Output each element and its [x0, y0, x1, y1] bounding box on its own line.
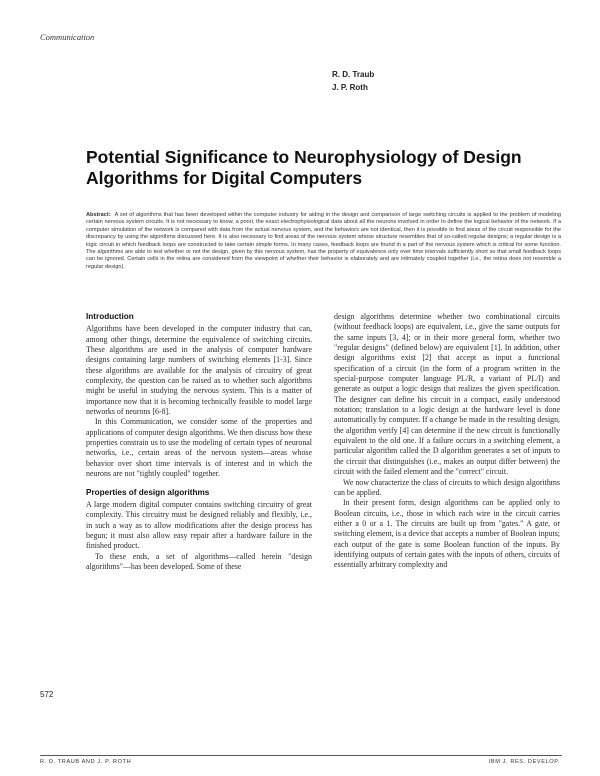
abstract [86, 212, 561, 271]
section-heading-properties: Properties of design algorithms [86, 487, 210, 497]
body-paragraph: In this Communication, we consider some of the properties and applications of computer design algorithms. We then discuss how these properties constrain us to use the modeling of certain types of neuronal networks, i.e., certain areas of the nervous system—areas whose behavior over short time intervals is of interest and in which the neurons are not "tightly coupled" together. [86, 417, 312, 479]
running-header-section: Communication [40, 32, 95, 42]
abstract-text: A set of algorithms that has been developed within the computer industry for aiding in the design and comparison of large switching circuits is applied to the problem of modeling certain nervous system circuits. It is not necessary to know, a priori, the exact electrophysiological data about all the neurons involved in order to define the logical behavior of the network. If a computer simulation of the network is compared with data from the actual nervous system, and the behaviors are not identical, then it is possible to find areas of the circuit responsible for the discrepancy by using the algorithms discussed here. It is also necessary to find areas of the nervous system whose structure resembles that of so-called regular designs; a regular design is a logic circuit in which feedback loops are constructed to take certain simple forms. In many cases, feedback loops are found in a part of the nervous system which is critical for some function. The algorithms are able to test whether or not the design, given by this nervous system, has the property of equivalence only over time intervals sufficiently short so that small feedback loops can be ignored. Certain cells in the retina are considered from the viewpoint of whether their behavior is elaborately and are intimately coupled together (i.e., the retina does not resemble a regular design). [86, 212, 561, 270]
author-name: J. P. Roth [332, 83, 368, 92]
body-paragraph: design algorithms determine whether two combinational circuits (without feedback loops) are equivalent, i.e., give the same outputs for the same inputs [3, 4]; or in their more general form, whether two "regular designs" (defined below) are equivalent [1]. In addition, other design algorithms exist [2] that accept as input a functional specification of a circuit (in the form of a program written in the special-purpose computer language PL/R, a variant of PL/I) and generate as output a logic design that realizes the given specification. The designer can define his circuit in a compact, easily understood notation; translation to a logic design at the hardware level is done automatically by computer. If a change be made in the resulting design, the algorithm verify [4] can determine if the new circuit is functionally equivalent to the old one. If a failure occurs in a switching element, a particular algorithm called the D algorithm generates a set of inputs to the circuit that distinguishes (i.e., makes an output differ between) the circuit with the failed element and the "correct" circuit. [334, 312, 560, 477]
footer-divider [40, 755, 562, 756]
body-paragraph: To these ends, a set of algorithms—called herein "design algorithms"—has been developed. Some of these [86, 551, 312, 571]
page-number: 572 [40, 690, 54, 699]
abstract-label: Abstract: [86, 212, 111, 218]
right-column [334, 312, 560, 571]
author-name: R. D. Traub [332, 70, 375, 79]
paper-title: Potential Significance to Neurophysiology of Design Algorithms for Digital Computers [86, 147, 522, 188]
body-paragraph: We now characterize the class of circuits to which design algorithms can be applied. [334, 477, 560, 497]
body-paragraph: Algorithms have been developed in the computer industry that can, among other things, determine the equivalence of switching circuits. These algorithms are used in the analysis of computer hardware designs containing large numbers of switching elements [1-3]. Since these algorithms are available for the analysis of circuitry of great complexity, the question can be raised as to whether such algorithms might be useful in studying the nervous system. This is a matter of importance now that it is becoming technically feasible to model large networks of neurons [6-8]. [86, 324, 312, 417]
body-paragraph: A large modern digital computer contains switching circuitry of great complexity. This circuitry must be designed reliably and flexibly, i.e., in such a way as to allow modifications after the design process has begun; it must also allow easy repair after a hardware failure in the finished product. [86, 499, 312, 551]
left-column [86, 312, 312, 572]
footer-journal: IBM J. RES. DEVELOP. [488, 759, 560, 765]
footer-authors: R. D. TRAUB AND J. P. ROTH [40, 759, 132, 765]
body-paragraph: In their present form, design algorithms can be applied only to Boolean circuits, i.e., those in which each wire in the circuit carries either a 0 or a 1. The circuits are built up from "gates." A gate, or switching element, is a device that accepts a number of Boolean inputs; each output of the gate is some Boolean function of the inputs. By identifying outputs of certain gates with the inputs of others, circuits of essentially arbitrary complexity and [334, 498, 560, 570]
author-list [332, 68, 374, 94]
section-heading-introduction: Introduction [86, 312, 134, 321]
